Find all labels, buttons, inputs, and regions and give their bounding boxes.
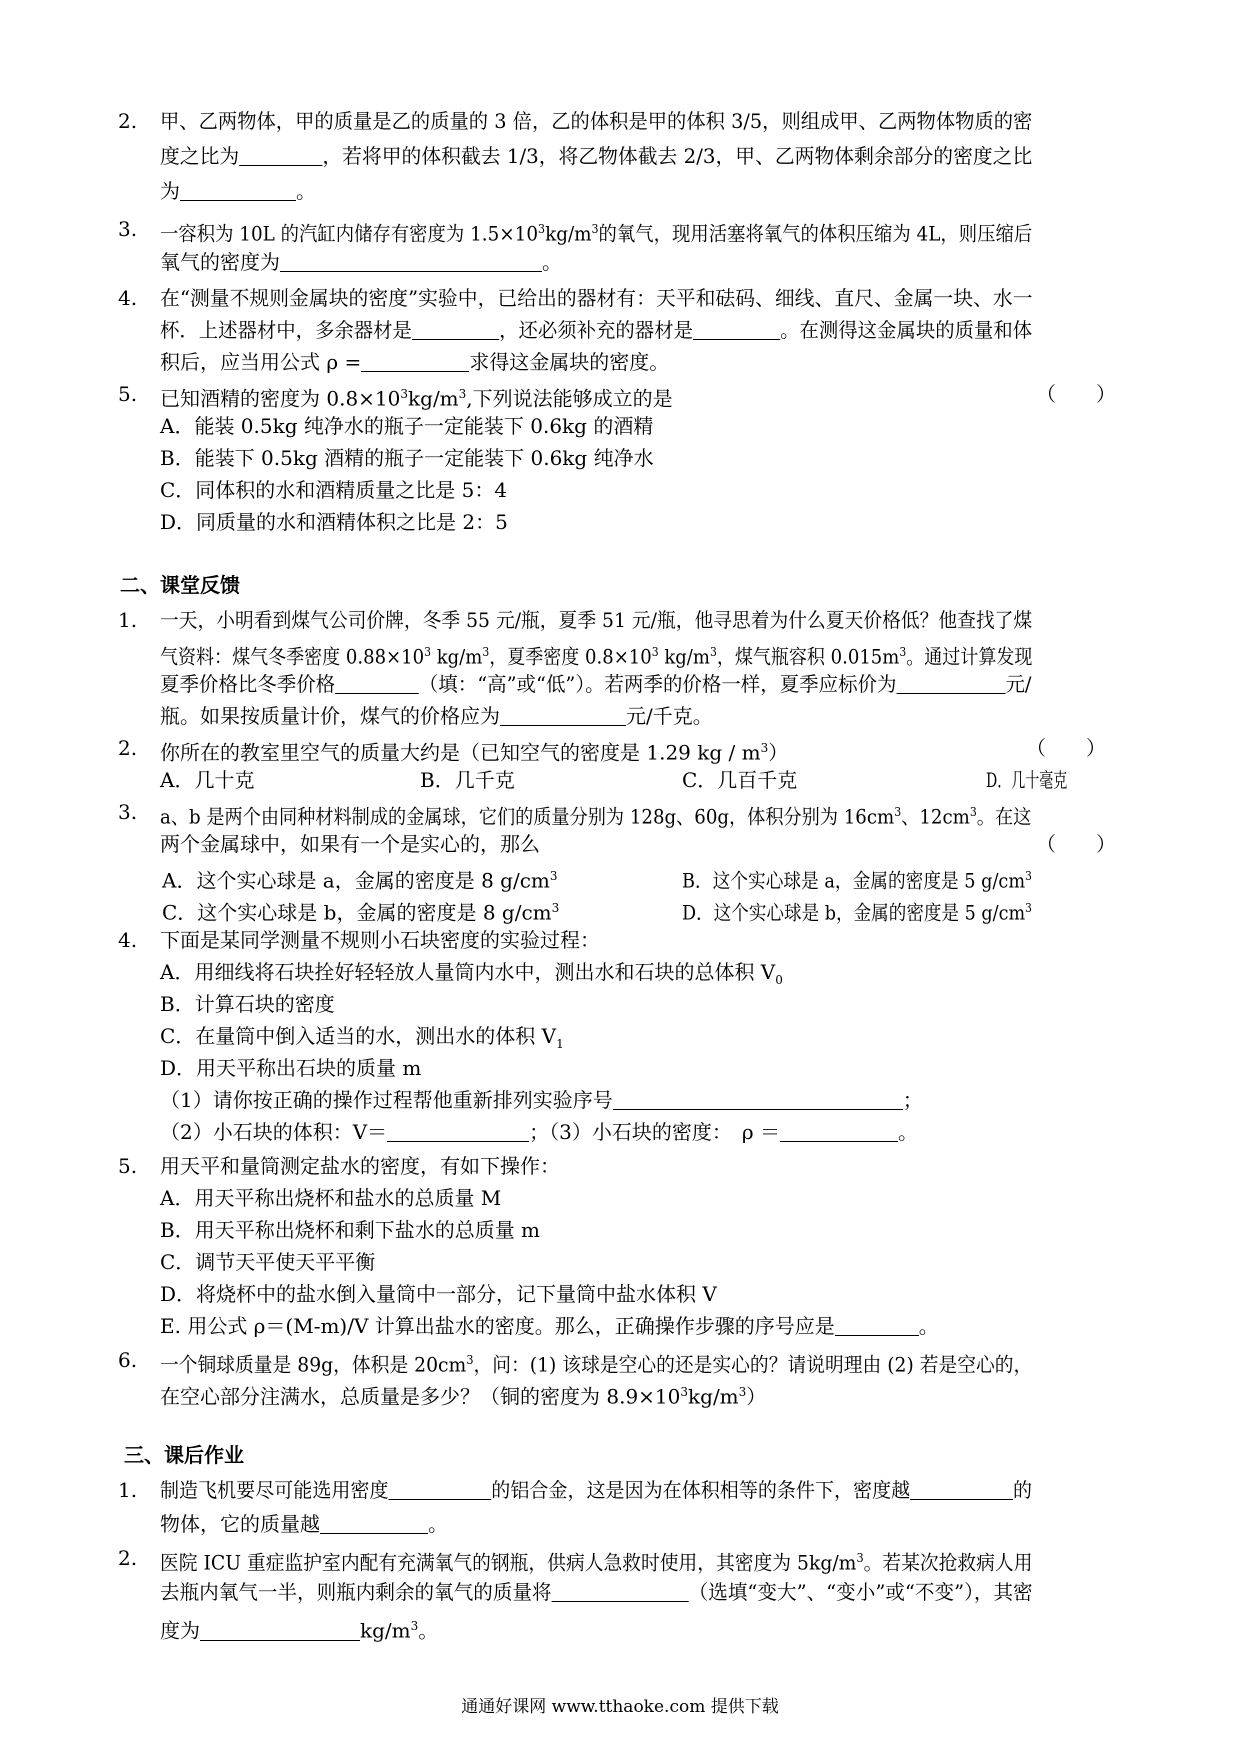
question-text-line: 一个铜球质量是 89g，体积是 $20cm^3$，问：(1) 该球是空心的还是实心的？请说明理由 (2) 若是空心的， — [160, 1352, 1033, 1377]
question-number: 3. — [118, 217, 138, 241]
question-text-line: 你所在的教室里空气的质量大约是（已知空气的密度是 1.29 kg / $m^3$） — [160, 740, 789, 765]
answer-blank[interactable] — [835, 1313, 919, 1336]
question-number: 2. — [118, 109, 138, 133]
answer-blank[interactable] — [552, 1579, 689, 1602]
question-text-line: 度为 $kg/m^3$。 — [160, 1618, 439, 1643]
question-number: 1. — [118, 1478, 138, 1502]
section-heading: 三、课后作业 — [124, 1443, 244, 1467]
question-text-line: 氧气的密度为 。 — [160, 250, 562, 274]
option-c: C．这个实心球是 b，金属的密度是 8 $g/cm^3$ — [162, 900, 560, 925]
option-d: D．同质量的水和酒精体积之比是 2：5 — [160, 510, 508, 534]
question-number: 3. — [118, 800, 138, 824]
question-text-line: 一天，小明看到煤气公司价牌，冬季 55 元/瓶，夏季 51 元/瓶，他寻思着为什么夏天价格低？他查找了煤 — [160, 608, 1033, 632]
answer-blank[interactable] — [693, 317, 780, 340]
question-text-line: 用天平和量筒测定盐水的密度，有如下操作： — [160, 1154, 560, 1178]
answer-blank[interactable] — [335, 671, 419, 694]
answer-blank[interactable] — [500, 703, 626, 726]
question-text-line: 为 。 — [160, 179, 316, 203]
answer-blank[interactable] — [910, 1477, 1013, 1500]
question-number: 2. — [118, 1546, 138, 1570]
question-number: 5. — [118, 382, 138, 406]
question-text-line: 下面是某同学测量不规则小石块密度的实验过程： — [160, 928, 600, 952]
answer-blank[interactable] — [896, 671, 1005, 694]
question-number: 6. — [118, 1348, 138, 1372]
option-c: C．在量筒中倒入适当的水，测出水的体积 $V_1$ — [160, 1024, 564, 1051]
answer-blank[interactable] — [320, 1511, 428, 1534]
answer-blank[interactable] — [280, 249, 542, 272]
page-footer: 通通好课网 www.tthaoke.com 提供下载 — [461, 1697, 779, 1717]
option-c: C．几百千克 — [682, 768, 798, 792]
sub-question-2: （2）小石块的体积：V＝ ；（3）小石块的密度： ρ ＝ 。 — [160, 1120, 919, 1144]
question-text-line: 气资料：煤气冬季密度 $0.88\times 10^3$ $kg/m^3$，夏季密度 $0.8\times 10^3$ $kg/m^3$，煤气瓶容积 $0.015m^3$。通过计算发现 — [160, 644, 1033, 669]
option-a: A．这个实心球是 a，金属的密度是 8 $g/cm^3$ — [162, 868, 558, 893]
option-b: B．用天平称出烧杯和剩下盐水的总质量 m — [160, 1218, 541, 1242]
option-c: C．调节天平使天平平衡 — [160, 1250, 376, 1274]
answer-blank[interactable] — [613, 1087, 903, 1110]
option-b: B．计算石块的密度 — [160, 992, 335, 1016]
option-d: D．这个实心球是 b，金属的密度是 5 $g/cm^3$ — [682, 900, 1032, 925]
answer-blank[interactable] — [200, 1618, 360, 1641]
question-text-line: 度之比为 ，若将甲的体积截去 1/3，将乙物体截去 2/3，甲、乙两物体剩余部分的密度之比 — [160, 144, 1033, 168]
question-number: 4. — [118, 928, 138, 952]
question-text-line: 医院 ICU 重症监护室内配有充满氧气的钢瓶，供病人急救时使用，其密度为 $5kg/m^3$。若某次抢救病人用 — [160, 1550, 1033, 1575]
question-number: 1. — [118, 608, 138, 632]
option-d: D．几十毫克 — [986, 768, 1068, 792]
question-number: 2. — [118, 736, 138, 760]
option-a: A．用天平称出烧杯和盐水的总质量 M — [160, 1186, 502, 1210]
option-a: A．用细线将石块拴好轻轻放人量筒内水中，测出水和石块的总体积 $V_0$ — [160, 960, 783, 987]
option-a: A．能装 0.5kg 纯净水的瓶子一定能装下 0.6kg 的酒精 — [160, 414, 654, 438]
option-b: B．几千克 — [420, 768, 515, 792]
question-number: 4. — [118, 286, 138, 310]
question-text-line: 瓶。如果按质量计价，煤气的价格应为 元/千克。 — [160, 704, 713, 728]
question-text-line: 制造飞机要尽可能选用密度 的铝合金，这是因为在体积相等的条件下，密度越 的 — [160, 1478, 1033, 1502]
question-text-line: 两个金属球中，如果有一个是实心的，那么 — [160, 832, 540, 856]
answer-blank[interactable] — [780, 1119, 898, 1142]
option-d: D．将烧杯中的盐水倒入量筒中一部分，记下量筒中盐水体积 V — [160, 1282, 717, 1306]
section-heading: 二、课堂反馈 — [120, 573, 240, 597]
option-c: C．同体积的水和酒精质量之比是 5：4 — [160, 478, 508, 502]
question-number: 5. — [118, 1154, 138, 1178]
question-text-line: 杯．上述器材中，多余器材是 ，还必须补充的器材是 。在测得这金属块的质量和体 — [160, 318, 1033, 342]
option-a: A．几十克 — [160, 768, 255, 792]
option-d: D．用天平称出石块的质量 m — [160, 1056, 422, 1080]
question-text-line: 在“测量不规则金属块的密度”实验中，已给出的器材有：天平和砝码、细线、直尺、金属一块、水一 — [160, 286, 1033, 310]
question-text-line: 甲、乙两物体，甲的质量是乙的质量的 3 倍，乙的体积是甲的体积 3/5，则组成甲、乙两物体物质的密 — [160, 109, 1033, 133]
answer-parentheses[interactable]: （ ） — [1036, 832, 1116, 856]
question-text-line: 在空心部分注满水，总质量是多少？（铜的密度为 $8.9\times 10^3kg/m^3$） — [160, 1384, 767, 1409]
question-text-line: 已知酒精的密度为 $0.8\times 10^3kg/m^3$,下列说法能够成立的是 — [160, 386, 673, 411]
question-text-line: a、b 是两个由同种材料制成的金属球，它们的质量分别为 128g、60g，体积分别为 $16cm^3$、$12cm^3$。在这 — [160, 804, 1032, 829]
answer-blank[interactable] — [361, 349, 469, 372]
answer-blank[interactable] — [239, 143, 322, 166]
sub-question-1: （1）请你按正确的操作过程帮他重新排列实验序号 ； — [160, 1088, 923, 1112]
question-text-line: 物体，它的质量越 。 — [160, 1512, 448, 1536]
question-text-line: 去瓶内氧气一半，则瓶内剩余的氧气的质量将 （选填“变大”、“变小”或“不变”），其密 — [160, 1580, 1033, 1604]
answer-blank[interactable] — [412, 317, 499, 340]
answer-blank[interactable] — [387, 1119, 529, 1142]
option-e: E. 用公式 ρ＝(M-m)/V 计算出盐水的密度。那么，正确操作步骤的序号应是 。 — [160, 1314, 939, 1338]
question-text-line: 积后，应当用公式 ρ = 求得这金属块的密度。 — [160, 350, 670, 374]
answer-blank[interactable] — [180, 178, 296, 201]
option-b: B．这个实心球是 a，金属的密度是 5 $g/cm^3$ — [682, 868, 1032, 893]
answer-blank[interactable] — [388, 1477, 491, 1500]
option-b: B．能装下 0.5kg 酒精的瓶子一定能装下 0.6kg 纯净水 — [160, 446, 654, 470]
answer-parentheses[interactable]: （ ） — [1026, 736, 1106, 760]
question-text-line: 一容积为 10L 的汽缸内储存有密度为 $1.5\times 10^3kg/m^3$的氧气，现用活塞将氧气的体积压缩为 4L，则压缩后 — [160, 221, 1033, 246]
question-text-line: 夏季价格比冬季价格 （填：“高”或“低”）。若两季的价格一样，夏季应标价为 元/ — [160, 672, 1032, 696]
answer-parentheses[interactable]: （ ） — [1036, 382, 1116, 406]
